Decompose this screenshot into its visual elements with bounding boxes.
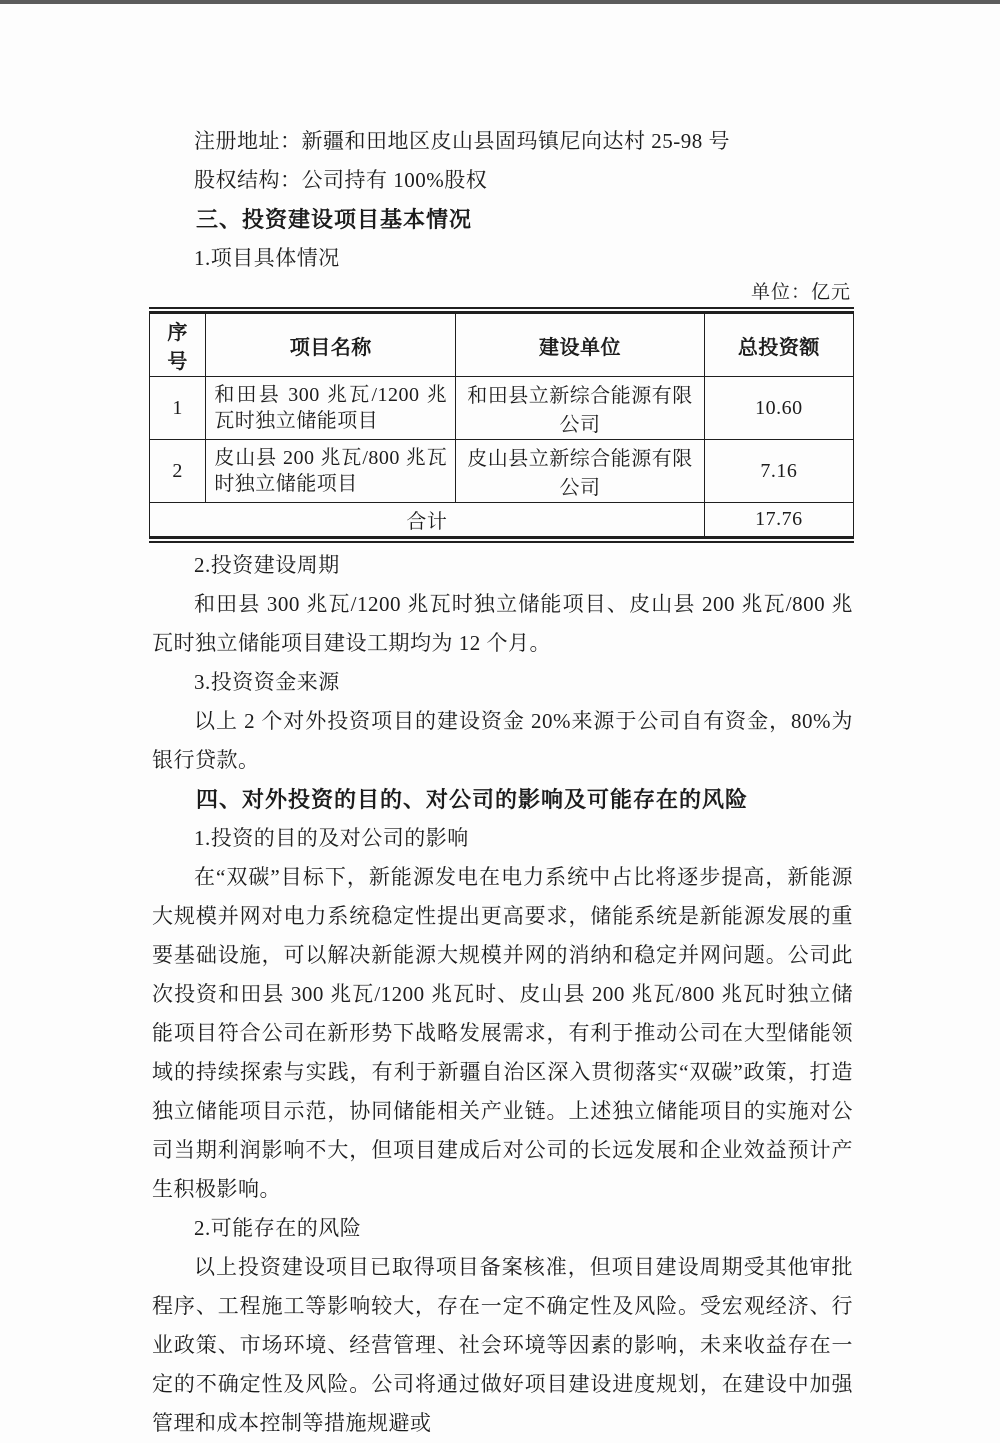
- purpose-impact-label: 1.投资的目的及对公司的影响: [194, 826, 469, 850]
- col-header-seq: 序号: [150, 313, 206, 377]
- equity-structure-line: 股权结构：公司持有 100%股权: [194, 168, 488, 192]
- seq-cell: 1: [150, 377, 206, 440]
- investment-table: [149, 307, 854, 543]
- section-4-heading: 四、对外投资的目的、对公司的影响及可能存在的风险: [196, 787, 749, 812]
- investment-period-label: 2.投资建设周期: [194, 553, 340, 577]
- table-row: [150, 440, 854, 503]
- project-name-cell: 和田县 300 兆瓦/1200 兆瓦时独立储能项目: [206, 377, 456, 440]
- risk-label: 2.可能存在的风险: [194, 1216, 362, 1240]
- investment-period-paragraph: 和田县 300 兆瓦/1200 兆瓦时独立储能项目、皮山县 200 兆瓦/800 兆瓦时独立储能项目建设工期均为 12 个月。: [152, 592, 853, 655]
- seq-cell: 2: [150, 440, 206, 503]
- risk-paragraph: 以上投资建设项目已取得项目备案核准，但项目建设周期受其他审批程序、工程施工等影响较大，存在一定不确定性及风险。受宏观经济、行业政策、市场环境、经营管理、社会环境等因素的影响，未来收益存在一定的不确定性及风险。公司将通过做好项目建设进度规划，在建设中加强管理和成本控制等措施规避或: [152, 1255, 853, 1435]
- funding-source-paragraph: 以上 2 个对外投资项目的建设资金 20%来源于公司自有资金，80%为银行贷款。: [152, 709, 853, 772]
- total-label-cell: 合计: [150, 503, 705, 538]
- col-header-project-name: 项目名称: [206, 313, 456, 377]
- project-details-label: 1.项目具体情况: [194, 246, 340, 270]
- amount-cell: 10.60: [704, 377, 853, 440]
- builder-cell: 和田县立新综合能源有限公司: [456, 377, 705, 440]
- table-row: [150, 377, 854, 440]
- table-unit-label: 单位：亿元: [750, 282, 851, 303]
- section-3-heading: 三、投资建设项目基本情况: [196, 207, 473, 232]
- amount-cell: 7.16: [704, 440, 853, 503]
- funding-source-label: 3.投资资金来源: [194, 670, 340, 694]
- purpose-impact-paragraph: 在“双碳”目标下，新能源发电在电力系统中占比将逐步提高，新能源大规模并网对电力系统稳定性提出更高要求，储能系统是新能源发展的重要基础设施，可以解决新能源大规模并网的消纳和稳定并网问题。公司此次投资和田县 300 兆瓦/1200 兆瓦时、皮山县 200 兆瓦/800 兆瓦时独立储能项目符合公司在新形势下战略发展需求，有利于推动公司在大型储能领域的持续探索与实践，有利于新疆自治区深入贯彻落实“双碳”政策，打造独立储能项目示范，协同储能相关产业链。上述独立储能项目的实施对公司当期利润影响不大，但项目建成后对公司的长远发展和企业效益预计产生积极影响。: [152, 865, 853, 1201]
- project-name-cell: 皮山县 200 兆瓦/800 兆瓦时独立储能项目: [206, 440, 456, 503]
- total-amount-cell: 17.76: [704, 503, 853, 538]
- registered-address-line: 注册地址：新疆和田地区皮山县固玛镇尼向达村 25-98 号: [194, 129, 730, 153]
- table-header-row: [150, 313, 854, 377]
- table-total-row: [150, 503, 854, 538]
- col-header-builder: 建设单位: [456, 313, 705, 377]
- builder-cell: 皮山县立新综合能源有限公司: [456, 440, 705, 503]
- col-header-total-investment: 总投资额: [704, 313, 853, 377]
